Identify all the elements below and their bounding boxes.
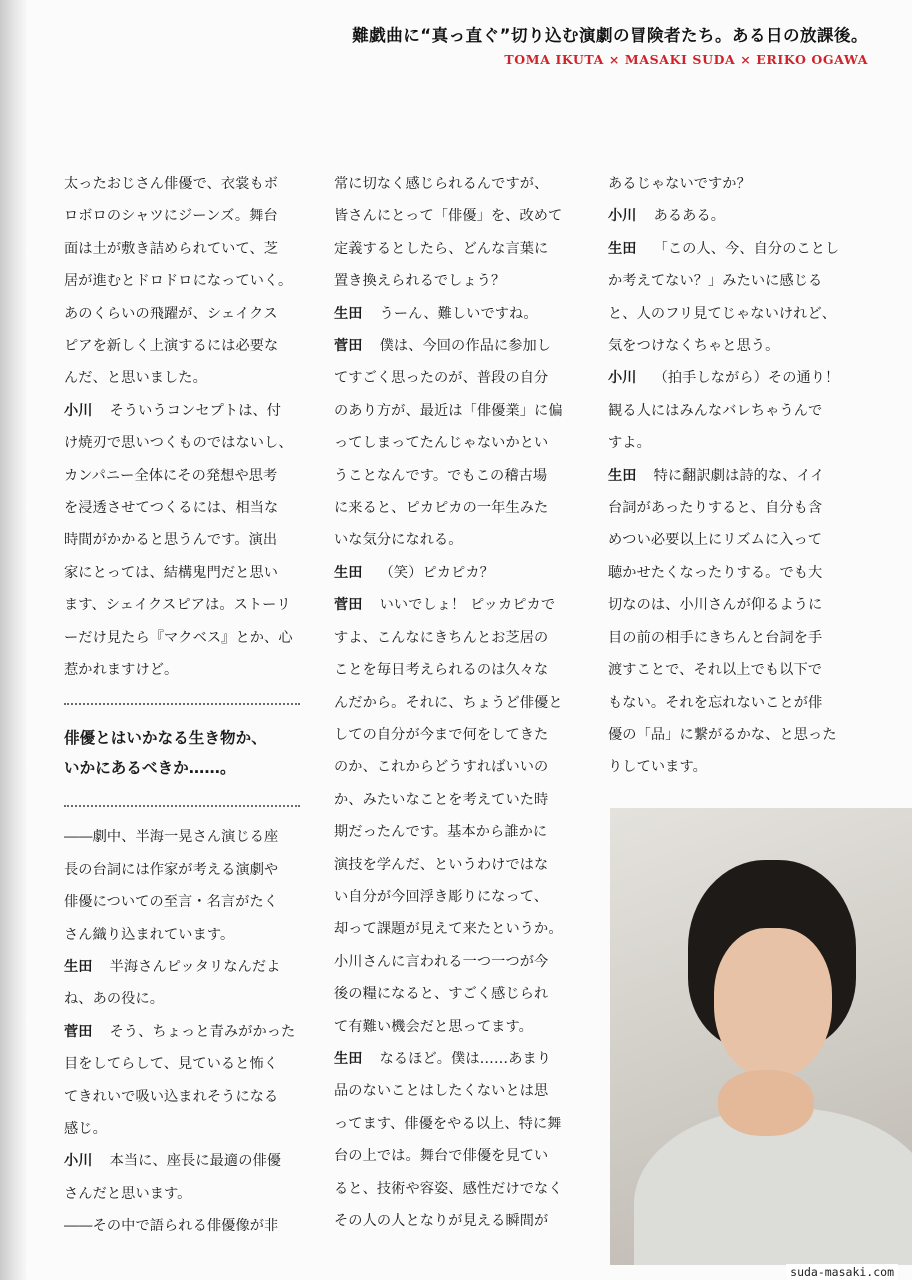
text-line bbox=[64, 821, 300, 853]
text-column-right bbox=[608, 168, 844, 784]
line-text: ーだけ見たら『マクベス』とか、心 bbox=[64, 629, 293, 646]
text-line bbox=[64, 362, 300, 394]
speaker-name: 菅田 bbox=[334, 338, 363, 355]
line-text: もない。それを忘れないことが俳 bbox=[608, 694, 823, 711]
text-line bbox=[608, 751, 844, 783]
text-line bbox=[64, 1048, 300, 1080]
text-line bbox=[64, 265, 300, 297]
text-line bbox=[608, 200, 844, 232]
text-line bbox=[334, 849, 570, 881]
line-text: 目の前の相手にきちんと台詞を手 bbox=[608, 629, 823, 646]
speaker-name: 生田 bbox=[608, 240, 637, 257]
line-text: のか、これからどうすればいいの bbox=[334, 759, 549, 776]
text-line bbox=[64, 854, 300, 886]
line-text: そういうコンセプトは、付 bbox=[109, 402, 282, 419]
text-line bbox=[334, 524, 570, 556]
text-line bbox=[64, 919, 300, 951]
speaker-name: 小川 bbox=[64, 1153, 93, 1170]
text-line bbox=[334, 881, 570, 913]
line-text: カンパニー全体にその発想や思考 bbox=[64, 467, 278, 484]
text-line bbox=[334, 1173, 570, 1205]
text-line bbox=[608, 719, 844, 751]
text-line bbox=[334, 1140, 570, 1172]
line-text: 目をしてらして、見ていると怖く bbox=[64, 1056, 279, 1073]
line-text: け焼刃で思いつくものではないし、 bbox=[64, 435, 293, 452]
line-text: あのくらいの飛躍が、シェイクス bbox=[64, 305, 278, 322]
line-text: と、人のフリ見てじゃないけれど、 bbox=[608, 305, 837, 322]
text-line bbox=[64, 492, 300, 524]
speaker-name: 生田 bbox=[334, 305, 363, 322]
site-watermark: suda-masaki.com bbox=[786, 1264, 898, 1280]
line-text: んだから。それに、ちょうど俳優と bbox=[334, 694, 563, 711]
text-line bbox=[334, 946, 570, 978]
article-tagline: 難戯曲に“真っ直ぐ”切り込む演劇の冒険者たち。ある日の放課後。 bbox=[352, 26, 868, 45]
line-text: 常に切なく感じられるんですが、 bbox=[334, 176, 549, 192]
text-line bbox=[334, 654, 570, 686]
text-line bbox=[334, 1075, 570, 1107]
text-line bbox=[608, 589, 844, 621]
text-line bbox=[608, 687, 844, 719]
line-text: ――その中で語られる俳優像が非 bbox=[64, 1218, 279, 1235]
text-line bbox=[334, 978, 570, 1010]
speaker-name: 生田 bbox=[608, 467, 637, 484]
text-line bbox=[334, 622, 570, 654]
article-header bbox=[352, 22, 868, 67]
text-line bbox=[334, 265, 570, 297]
line-text: その人の人となりが見える瞬間が bbox=[334, 1213, 549, 1229]
line-text: い自分が今回浮き彫りになって、 bbox=[334, 888, 549, 905]
left-paragraphs bbox=[64, 168, 300, 687]
line-text: 長の台詞には作家が考える演劇や bbox=[64, 861, 279, 878]
text-line bbox=[608, 524, 844, 556]
line-text: のあり方が、最近は「俳優業」に偏 bbox=[334, 402, 563, 419]
line-text: 後の糧になると、すごく感じられ bbox=[334, 986, 549, 1003]
text-line bbox=[64, 524, 300, 556]
line-text: なるほど。僕は……あまり bbox=[379, 1050, 552, 1067]
line-text: 僕は、今回の作品に参加し bbox=[379, 338, 552, 355]
line-text: ってしまってたんじゃないかとい bbox=[334, 435, 549, 452]
text-line bbox=[608, 168, 844, 200]
line-text: 優の「品」に繋がるかな、と思った bbox=[608, 726, 837, 743]
line-text: 時間がかかると思うんです。演出 bbox=[64, 532, 278, 549]
text-line bbox=[608, 330, 844, 362]
subheading-line: 俳優とはいかなる生き物か、 bbox=[64, 728, 267, 747]
text-line bbox=[334, 460, 570, 492]
line-text: 演技を学んだ、というわけではな bbox=[334, 856, 549, 873]
text-line bbox=[64, 1081, 300, 1113]
text-line bbox=[334, 557, 570, 589]
line-text: ロボロのシャツにジーンズ。舞台 bbox=[64, 208, 278, 225]
speaker-name: 小川 bbox=[608, 370, 637, 387]
line-text: てきれいで吸い込まれそうになる bbox=[64, 1088, 279, 1105]
line-text: めつい必要以上にリズムに入って bbox=[608, 532, 823, 549]
line-text: うことなんです。でもこの稽古場 bbox=[334, 467, 548, 484]
speaker-name: 生田 bbox=[64, 958, 93, 975]
text-line bbox=[64, 951, 300, 983]
text-line bbox=[334, 233, 570, 265]
line-text: ことを毎日考えられるのは久々な bbox=[334, 662, 549, 679]
speaker-name: 生田 bbox=[334, 1050, 363, 1067]
text-line bbox=[64, 1145, 300, 1177]
text-line bbox=[334, 687, 570, 719]
subheading-line: いかにあるべきか……。 bbox=[64, 758, 236, 777]
text-line bbox=[334, 427, 570, 459]
text-line bbox=[334, 168, 570, 200]
line-text: 「この人、今、自分のことし bbox=[653, 240, 840, 257]
line-text: ね、あの役に。 bbox=[64, 991, 165, 1008]
line-text: さんだと思います。 bbox=[64, 1185, 192, 1202]
text-line bbox=[334, 200, 570, 232]
line-text: 家にとっては、結構鬼門だと思い bbox=[64, 564, 279, 581]
line-text: 渡すことで、それ以上でも以下で bbox=[608, 662, 823, 679]
line-text: ってます、俳優をやる以上、特に舞 bbox=[334, 1115, 562, 1132]
section-divider-bottom bbox=[64, 789, 300, 821]
line-text: ます、シェイクスピアは。ストーリ bbox=[64, 597, 291, 614]
left-paragraphs-2 bbox=[64, 821, 300, 1242]
line-text: すよ、こんなにきちんとお芝居の bbox=[334, 629, 549, 646]
text-line bbox=[334, 719, 570, 751]
text-line bbox=[64, 460, 300, 492]
line-text: 居が進むとドロドロになっていく。 bbox=[64, 273, 293, 290]
line-text: 皆さんにとって「俳優」を、改めて bbox=[334, 208, 563, 225]
photo-face-shape bbox=[714, 928, 832, 1078]
text-column-left bbox=[64, 168, 300, 1243]
text-line bbox=[64, 589, 300, 621]
cast-names: TOMA IKUTA × MASAKI SUDA × ERIKO OGAWA bbox=[504, 52, 868, 67]
line-text: ると、技術や容姿、感性だけでなく bbox=[334, 1180, 563, 1197]
text-line bbox=[334, 330, 570, 362]
line-text: てすごく思ったのが、普段の自分 bbox=[334, 370, 549, 387]
line-text: あるじゃないですか？ bbox=[608, 176, 751, 192]
line-text: 観る人にはみんなバレちゃうんで bbox=[608, 402, 823, 419]
line-text: て有難い機会だと思ってます。 bbox=[334, 1018, 533, 1035]
line-text: あるある。 bbox=[653, 208, 726, 225]
line-text: を浸透させてつくるには、相当な bbox=[64, 500, 279, 517]
text-line bbox=[608, 460, 844, 492]
text-line bbox=[608, 492, 844, 524]
text-line bbox=[608, 395, 844, 427]
text-line bbox=[334, 816, 570, 848]
text-line bbox=[608, 654, 844, 686]
line-text: 台の上では。舞台で俳優を見てい bbox=[334, 1148, 549, 1165]
line-text: うーん、難しいですね。 bbox=[379, 305, 538, 322]
text-line bbox=[64, 886, 300, 918]
line-text: 特に翻訳劇は詩的な、イイ bbox=[653, 467, 825, 484]
text-line bbox=[64, 427, 300, 459]
text-line bbox=[64, 1113, 300, 1145]
line-text: 切なのは、小川さんが仰るように bbox=[608, 597, 823, 614]
text-line bbox=[608, 298, 844, 330]
text-line bbox=[334, 1043, 570, 1075]
line-text: 小川さんに言われる一つ一つが今 bbox=[334, 953, 549, 970]
text-line bbox=[334, 1108, 570, 1140]
text-column-middle bbox=[334, 168, 570, 1237]
line-text: か考えてない？」みたいに感じる bbox=[608, 273, 823, 290]
line-text: 聴かせたくなったりする。でも大 bbox=[608, 564, 823, 581]
text-line bbox=[64, 233, 300, 265]
text-line bbox=[334, 298, 570, 330]
text-line bbox=[64, 200, 300, 232]
line-text: 台詞があったりすると、自分も含 bbox=[608, 500, 823, 517]
line-text: 定義するとしたら、どんな言葉に bbox=[334, 240, 549, 257]
line-text: ――劇中、半海一晃さん演じる座 bbox=[64, 829, 279, 846]
line-text: 面は土が敷き詰められていて、芝 bbox=[64, 240, 279, 257]
text-line bbox=[608, 265, 844, 297]
line-text: 置き換えられるでしょう？ bbox=[334, 273, 506, 290]
line-text: 本当に、座長に最適の俳優 bbox=[109, 1153, 282, 1170]
line-text: 感じ。 bbox=[64, 1120, 107, 1137]
line-text: すよ。 bbox=[608, 435, 651, 452]
text-line bbox=[64, 330, 300, 362]
speaker-name: 菅田 bbox=[64, 1023, 93, 1040]
line-text: 惹かれますけど。 bbox=[64, 662, 179, 679]
text-line bbox=[608, 557, 844, 589]
text-line bbox=[334, 751, 570, 783]
line-text: んだ、と思いました。 bbox=[64, 370, 207, 387]
section-subheading bbox=[64, 723, 300, 783]
line-text: に来ると、ピカピカの一年生みた bbox=[334, 500, 549, 517]
line-text: 半海さんピッタリなんだよ bbox=[109, 958, 281, 975]
portrait-photo bbox=[610, 808, 912, 1265]
text-line bbox=[334, 1011, 570, 1043]
line-text: 気をつけなくちゃと思う。 bbox=[608, 338, 780, 355]
line-text: （笑）ピカピカ？ bbox=[379, 564, 494, 581]
section-divider-top bbox=[64, 687, 300, 719]
text-line bbox=[64, 1178, 300, 1210]
text-line bbox=[608, 233, 844, 265]
line-text: か、みたいなことを考えていた時 bbox=[334, 791, 549, 808]
text-line bbox=[64, 557, 300, 589]
text-line bbox=[334, 784, 570, 816]
text-line bbox=[64, 1210, 300, 1242]
speaker-name: 生田 bbox=[334, 564, 363, 581]
line-text: そう、ちょっと青みがかった bbox=[109, 1023, 296, 1040]
line-text: 品のないことはしたくないとは思 bbox=[334, 1083, 549, 1100]
speaker-name: 菅田 bbox=[334, 597, 363, 614]
speaker-name: 小川 bbox=[64, 402, 93, 419]
text-line bbox=[64, 983, 300, 1015]
text-line bbox=[64, 168, 300, 200]
text-line bbox=[334, 362, 570, 394]
text-line bbox=[334, 1205, 570, 1237]
text-line bbox=[64, 1016, 300, 1048]
line-text: 期だったんです。基本から誰かに bbox=[334, 824, 548, 841]
text-line bbox=[334, 492, 570, 524]
line-text: さん織り込まれています。 bbox=[64, 926, 235, 943]
line-text: いいでしょ！ ピッカピカで bbox=[379, 597, 556, 614]
speaker-name: 小川 bbox=[608, 208, 637, 225]
photo-hand-shape bbox=[718, 1070, 814, 1136]
text-line bbox=[608, 362, 844, 394]
line-text: 太ったおじさん俳優で、衣裳もボ bbox=[64, 176, 279, 192]
text-line bbox=[334, 589, 570, 621]
line-text: （拍手しながら）その通り！ bbox=[653, 370, 840, 387]
text-line bbox=[64, 395, 300, 427]
page-spine-shadow bbox=[0, 0, 26, 1280]
line-text: りしています。 bbox=[608, 759, 707, 776]
text-line bbox=[64, 622, 300, 654]
line-text: しての自分が今まで何をしてきた bbox=[334, 726, 549, 743]
text-line bbox=[608, 622, 844, 654]
line-text: ピアを新しく上演するには必要な bbox=[64, 338, 279, 355]
text-line bbox=[334, 395, 570, 427]
text-line bbox=[334, 913, 570, 945]
line-text: いな気分になれる。 bbox=[334, 532, 463, 549]
line-text: 俳優についての至言・名言がたく bbox=[64, 894, 279, 911]
line-text: 却って課題が見えて来たというか。 bbox=[334, 921, 563, 938]
text-line bbox=[608, 427, 844, 459]
text-line bbox=[64, 654, 300, 686]
text-line bbox=[64, 298, 300, 330]
